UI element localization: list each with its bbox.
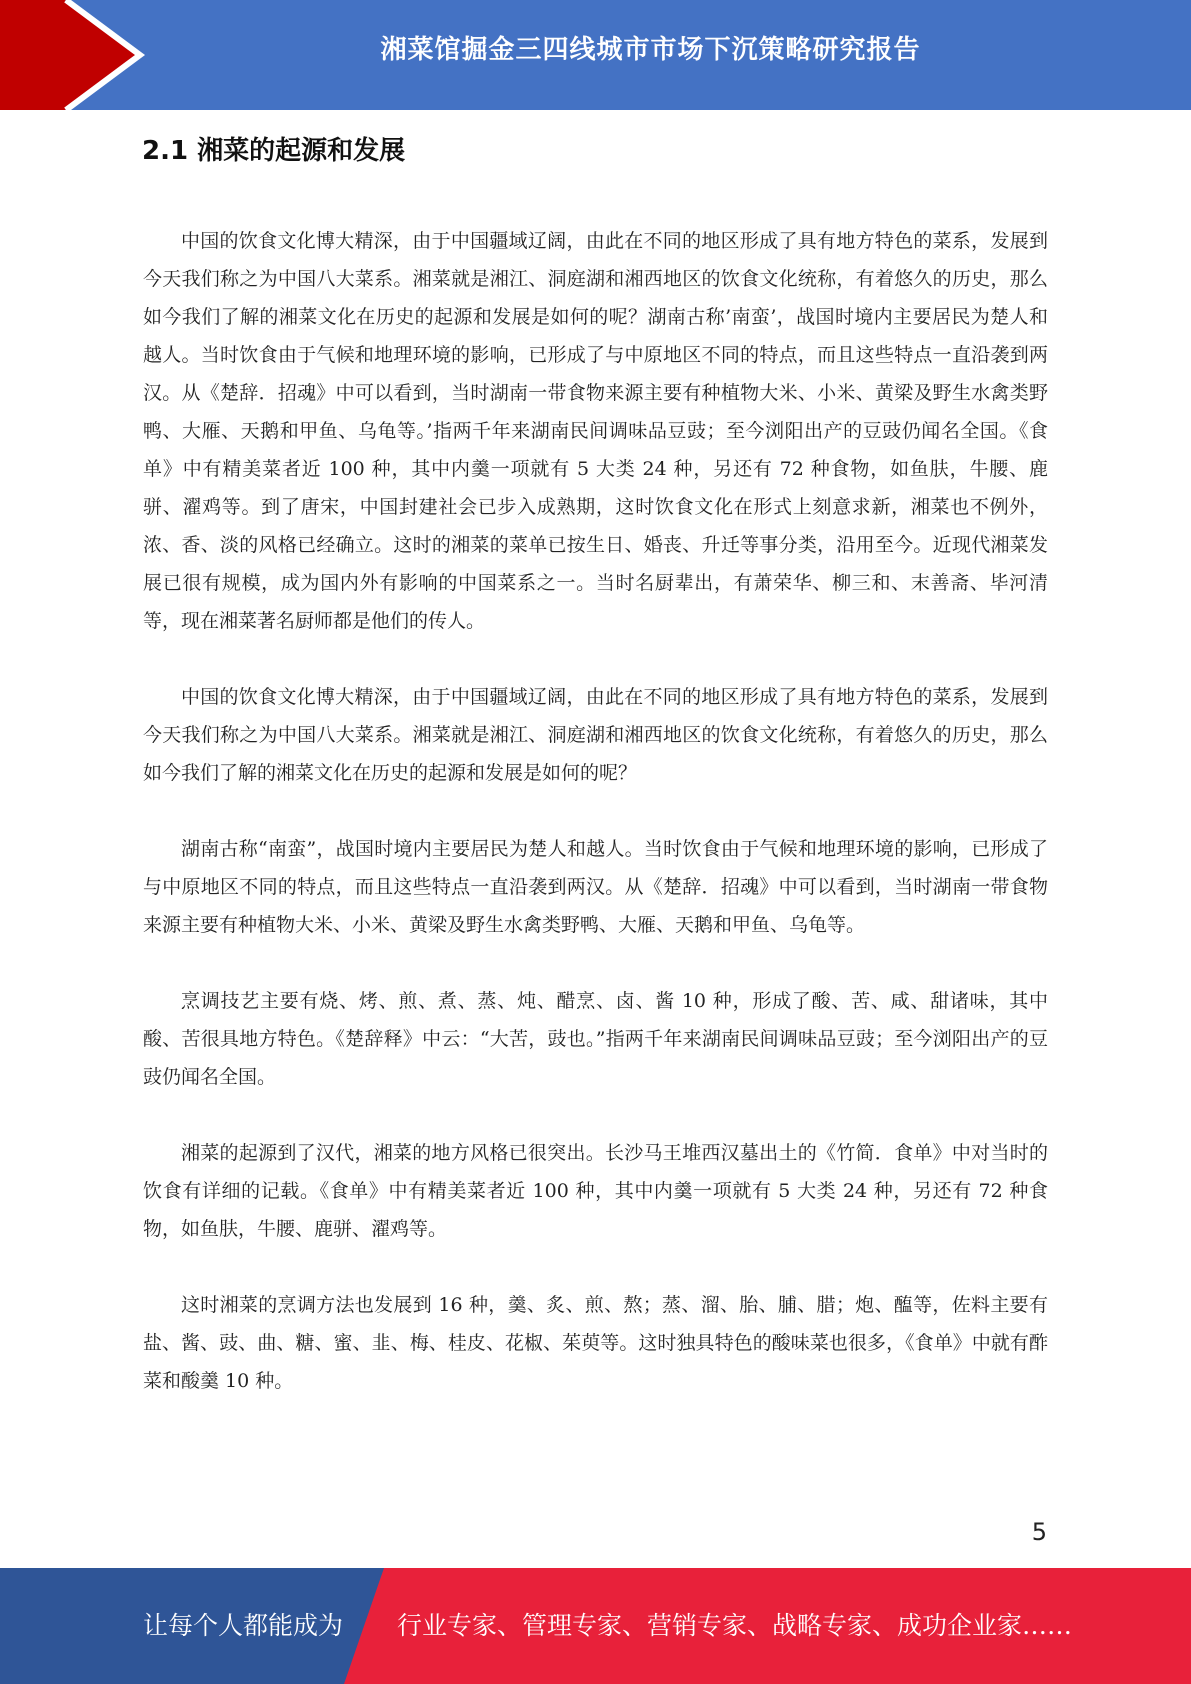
footer-slogan-left: 让每个人都能成为: [143, 1611, 344, 1640]
section-heading: 2.1 湘菜的起源和发展: [142, 136, 406, 166]
paragraph: 中国的饮食文化博大精深，由于中国疆域辽阔，由此在不同的地区形成了具有地方特色的菜系，发展到今天我们称之为中国八大菜系。湘菜就是湘江、洞庭湖和湘西地区的饮食文化统称，有着悠久的历史，那么如今我们了解的湘菜文化在历史的起源和发展是如何的呢？: [143, 686, 1048, 784]
page-number: 5: [1031, 1518, 1047, 1546]
body-text: [143, 222, 1048, 1438]
footer-slogan-right: 行业专家、管理专家、营销专家、战略专家、成功企业家……: [397, 1611, 1073, 1640]
paragraph: 湘菜的起源到了汉代，湘菜的地方风格已很突出。长沙马王堆西汉墓出土的《竹简．食单》中对当时的饮食有详细的记载。《食单》中有精美菜者近 100 种，其中内羹一项就有 5 大类 24 种，另还有 72 种食物，如鱼肤，牛腰、鹿骈、濯鸡等。: [143, 1142, 1048, 1240]
header-red-chevron: [0, 0, 150, 110]
paragraph: 中国的饮食文化博大精深，由于中国疆域辽阔，由此在不同的地区形成了具有地方特色的菜系，发展到今天我们称之为中国八大菜系。湘菜就是湘江、洞庭湖和湘西地区的饮食文化统称，有着悠久的历史，那么如今我们了解的湘菜文化在历史的起源和发展是如何的呢？湖南古称’南蛮’，战国时境内主要居民为楚人和越人。当时饮食由于气候和地理环境的影响，已形成了与中原地区不同的特点，而且这些特点一直沿袭到两汉。从《楚辞．招魂》中可以看到，当时湖南一带食物来源主要有种植物大米、小米、黄梁及野生水禽类野鸭、大雁、天鹅和甲鱼、乌龟等。’指两千年来湖南民间调味品豆豉；至今浏阳出产的豆豉仍闻名全国。《食单》中有精美菜者近 100 种，其中内羹一项就有 5 大类 24 种，另还有 72 种食物，如鱼肤，牛腰、鹿骈、濯鸡等。到了唐宋，中国封建社会已步入成熟期，这时饮食文化在形式上刻意求新，湘菜也不例外，浓、香、淡的风格已经确立。这时的湘菜的菜单已按生日、婚丧、升迁等事分类，沿用至今。近现代湘菜发展已很有规模，成为国内外有影响的中国菜系之一。当时名厨辈出，有萧荣华、柳三和、末善斋、毕河清等，现在湘菜著名厨师都是他们的传人。: [143, 230, 1048, 632]
report-title: 湘菜馆掘金三四线城市市场下沉策略研究报告: [380, 35, 921, 65]
paragraph: 这时湘菜的烹调方法也发展到 16 种，羹、炙、煎、熬；蒸、溜、胎、脯、腊；炮、醢等，佐料主要有盐、酱、豉、曲、糖、蜜、韭、梅、桂皮、花椒、茱萸等。这时独具特色的酸味菜也很多，《食单》中就有酢菜和酸羹 10 种。: [143, 1294, 1048, 1392]
paragraph: 烹调技艺主要有烧、烤、煎、煮、蒸、炖、醋烹、卤、酱 10 种，形成了酸、苦、咸、甜诸味，其中酸、苦很具地方特色。《楚辞释》中云：“大苦，豉也。”指两千年来湖南民间调味品豆豉；至今浏阳出产的豆豉仍闻名全国。: [143, 990, 1048, 1088]
paragraph: 湖南古称“南蛮”，战国时境内主要居民为楚人和越人。当时饮食由于气候和地理环境的影响，已形成了与中原地区不同的特点，而且这些特点一直沿袭到两汉。从《楚辞．招魂》中可以看到，当时湖南一带食物来源主要有种植物大米、小米、黄梁及野生水禽类野鸭、大雁、天鹅和甲鱼、乌龟等。: [143, 838, 1048, 936]
page-header: [0, 0, 1191, 110]
page-footer: [0, 1568, 1191, 1684]
